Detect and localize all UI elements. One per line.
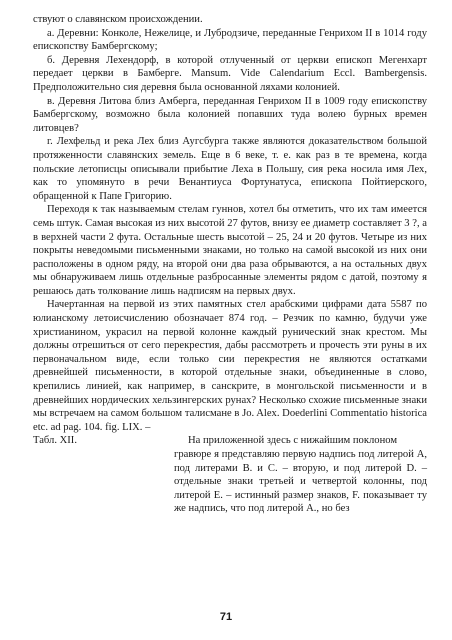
plate-description-first-line: На приложенной здесь с нижайшим поклоном: [188, 435, 398, 447]
paragraph-item-a: а. Деревни: Конколе, Нежелице, и Лубродзиче, переданные Генрихом II в 1014 году епископству Бамбергскому;: [33, 27, 427, 53]
plate-reference: [33, 434, 427, 516]
plate-label: Табл. XII.: [33, 435, 77, 447]
paragraph-item-v: в. Деревня Литова близ Амберга, переданная Генрихом II в 1009 году епископству Бамбергскому, возможно была колонией попавших туда волею бурных времен литовцев?: [33, 95, 427, 134]
paragraph-item-g: г. Лехфельд и река Лех близ Аугсбурга также являются доказательством большой протяженности славянских земель. Еще в 6 веке, т. е. как раз в те времена, когда польские летописцы описывали прибытие Леха в Польшу, сия река носила имя Лех, как то упомянуто в речи Венантиуса Фортунатуса, епископа Пойтиерского, обращенной к Папе Григорию.: [33, 136, 427, 202]
paragraph-item-b: б. Деревня Лехендорф, в которой отлученный от церкви епископ Мегенхарт передает церкви в Бамберге. Mansum. Vide Calendarium Eccl. Bambergensis. Предположительно сия деревня была основанной ляхами колонией.: [33, 54, 427, 93]
plate-description: [174, 434, 427, 516]
paragraph-continuation: ствуют о славянском происхождении.: [33, 14, 203, 25]
body-text: [33, 13, 427, 516]
plate-description-body: гравюре я представляю первую надпись под литерой А, под литерами В. и С. – вторую, и под литерой D. – отдельные знаки третьей и четвертой колонны, под литерой Е. – истинный размер знаков, F. показывает ту же надпись, что под литерой А., но без: [174, 449, 427, 515]
paragraph-date-runes: Начертанная на первой из этих памятных стел арабскими цифрами дата 5587 по юлианскому летоисчислению обозначает 874 год. – Резчик по камню, будучи уже христианином, украсил на первой колонне каждый рунический знак крестом. Мы должны отрешиться от сего перекрестия, дабы рассмотреть и прочесть эти руны в их первоначальном виде, если только сии перекрестия не являются остатками древнейшей письменности, в которой отдельные знаки, объединенные в слово, крепились линией, как например, в санскрите, в монгольской письменности и в древнейших нордических хельзингерских рунах? Несколько схожие письменные знаки мы встречаем на самом большом талисмане в Jo. Alex. Doederlini Commentatio historica etc. ad pag. 104. fig. LIX. –: [33, 299, 427, 433]
paragraph-hun-stelae: Переходя к так называемым стелам гуннов, хотел бы отметить, что их там имеется семь штук. Самая высокая из них высотой 27 футов, внизу ее диаметр составляет 3 ?, а в верхней части 2 фута. Остальные шесть высотой – 25, 24 и 20 футов. Четыре из них покрыты неведомыми письменными знаками, но только на самой высокой из них они расположены в одном ряду, на второй они два раза обрываются, а на остальных двух мы обнаруживаем лишь отдельные разбросанные элементы рядом с датой, поэтому я решаюсь дать толкование лишь надписям на первых двух.: [33, 204, 427, 297]
page-number: 71: [219, 611, 233, 623]
